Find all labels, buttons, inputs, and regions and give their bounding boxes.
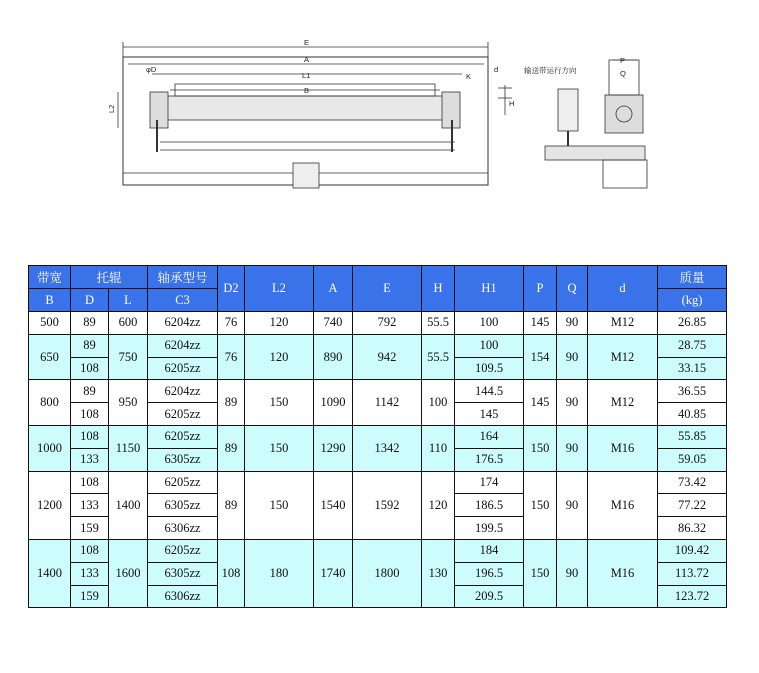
header-belt-width: 带宽 — [29, 266, 71, 289]
cell-mass: 26.85 — [658, 312, 727, 335]
cell-roller-l: 600 — [109, 312, 148, 335]
dim-label-h: H — [509, 99, 515, 108]
cell-d: M16 — [588, 425, 658, 471]
cell-q: 90 — [557, 425, 588, 471]
spec-table — [28, 265, 727, 608]
cell-roller-l: 1150 — [109, 425, 148, 471]
table-row — [29, 334, 727, 357]
cell-roller-d: 89 — [71, 380, 109, 403]
cell-bearing: 6205zz — [148, 403, 218, 426]
cell-h1: 100 — [455, 334, 524, 357]
cell-roller-d: 108 — [71, 357, 109, 380]
cell-d: M16 — [588, 539, 658, 607]
spec-table-body — [29, 312, 727, 608]
cell-e: 1800 — [353, 539, 422, 607]
cell-belt-width: 650 — [29, 334, 71, 380]
cell-p: 154 — [524, 334, 557, 380]
dim-label-p: P — [620, 56, 626, 65]
cell-bearing: 6305zz — [148, 562, 218, 585]
cell-bearing: 6305zz — [148, 448, 218, 471]
cell-roller-d: 89 — [71, 334, 109, 357]
cell-h1: 196.5 — [455, 562, 524, 585]
cell-roller-l: 750 — [109, 334, 148, 380]
header-a: A — [314, 266, 353, 312]
cell-bearing: 6306zz — [148, 517, 218, 540]
cell-belt-width: 1000 — [29, 425, 71, 471]
cell-p: 145 — [524, 312, 557, 335]
dim-label-phi-d: φD — [146, 65, 157, 74]
table-row — [29, 539, 727, 562]
cell-e: 792 — [353, 312, 422, 335]
cell-l2: 150 — [245, 380, 314, 426]
cell-p: 150 — [524, 471, 557, 539]
cell-h: 100 — [422, 380, 455, 426]
dim-label-e: E — [304, 38, 310, 47]
cell-a: 740 — [314, 312, 353, 335]
cell-d2: 108 — [218, 539, 245, 607]
header-l2: L2 — [245, 266, 314, 312]
cell-h1: 199.5 — [455, 517, 524, 540]
cell-bearing: 6306zz — [148, 585, 218, 608]
cell-roller-d: 108 — [71, 403, 109, 426]
dim-label-l1: L1 — [302, 71, 311, 80]
header-belt-width-sym: B — [29, 289, 71, 312]
cell-q: 90 — [557, 334, 588, 380]
cell-belt-width: 1400 — [29, 539, 71, 607]
cell-a: 1740 — [314, 539, 353, 607]
header-roller-l: L — [109, 289, 148, 312]
cell-d2: 76 — [218, 312, 245, 335]
header-d: d — [588, 266, 658, 312]
cell-mass: 109.42 — [658, 539, 727, 562]
cell-l2: 150 — [245, 425, 314, 471]
header-roller-d: D — [71, 289, 109, 312]
dim-label-l2: L2 — [107, 104, 116, 113]
cell-mass: 36.55 — [658, 380, 727, 403]
cell-d: M12 — [588, 312, 658, 335]
dim-label-d: d — [494, 65, 499, 74]
cell-mass: 86.32 — [658, 517, 727, 540]
cell-h1: 144.5 — [455, 380, 524, 403]
header-bearing-sym: C3 — [148, 289, 218, 312]
cell-mass: 113.72 — [658, 562, 727, 585]
cell-mass: 33.15 — [658, 357, 727, 380]
cell-bearing: 6205zz — [148, 357, 218, 380]
cell-p: 145 — [524, 380, 557, 426]
cell-p: 150 — [524, 539, 557, 607]
cell-d2: 76 — [218, 334, 245, 380]
cell-h1: 176.5 — [455, 448, 524, 471]
cell-e: 1592 — [353, 471, 422, 539]
cell-q: 90 — [557, 380, 588, 426]
cell-bearing: 6305zz — [148, 494, 218, 517]
cell-e: 942 — [353, 334, 422, 380]
cell-roller-l: 1400 — [109, 471, 148, 539]
cell-h1: 209.5 — [455, 585, 524, 608]
cell-h1: 184 — [455, 539, 524, 562]
technical-drawing — [0, 0, 759, 230]
cell-h: 55.5 — [422, 312, 455, 335]
cell-p: 150 — [524, 425, 557, 471]
cell-a: 1540 — [314, 471, 353, 539]
dim-label-b: B — [304, 86, 310, 95]
cell-bearing: 6205zz — [148, 539, 218, 562]
cell-belt-width: 800 — [29, 380, 71, 426]
cell-e: 1142 — [353, 380, 422, 426]
cell-roller-d: 108 — [71, 425, 109, 448]
cell-mass: 73.42 — [658, 471, 727, 494]
header-h: H — [422, 266, 455, 312]
cell-l2: 150 — [245, 471, 314, 539]
cell-bearing: 6204zz — [148, 312, 218, 335]
header-h1: H1 — [455, 266, 524, 312]
header-e: E — [353, 266, 422, 312]
cell-roller-l: 1600 — [109, 539, 148, 607]
cell-h: 55.5 — [422, 334, 455, 380]
header-d2: D2 — [218, 266, 245, 312]
header-q: Q — [557, 266, 588, 312]
cell-q: 90 — [557, 471, 588, 539]
header-bearing: 轴承型号 — [148, 266, 218, 289]
cell-d2: 89 — [218, 471, 245, 539]
cell-h1: 174 — [455, 471, 524, 494]
cell-mass: 40.85 — [658, 403, 727, 426]
cell-h: 110 — [422, 425, 455, 471]
table-row — [29, 380, 727, 403]
cell-h1: 145 — [455, 403, 524, 426]
cell-d: M12 — [588, 380, 658, 426]
cell-mass: 77.22 — [658, 494, 727, 517]
cell-mass: 59.05 — [658, 448, 727, 471]
cell-roller-d: 133 — [71, 562, 109, 585]
cell-roller-d: 108 — [71, 539, 109, 562]
cell-h1: 186.5 — [455, 494, 524, 517]
cell-l2: 120 — [245, 334, 314, 380]
cell-l2: 120 — [245, 312, 314, 335]
cell-mass: 55.85 — [658, 425, 727, 448]
cell-roller-d: 108 — [71, 471, 109, 494]
dim-label-k: K — [466, 72, 472, 81]
cell-bearing: 6205zz — [148, 471, 218, 494]
table-row — [29, 471, 727, 494]
dim-label-a: A — [304, 55, 310, 64]
header-mass: 质量 — [658, 266, 727, 289]
cell-h1: 164 — [455, 425, 524, 448]
cell-a: 1090 — [314, 380, 353, 426]
cell-q: 90 — [557, 539, 588, 607]
cell-a: 1290 — [314, 425, 353, 471]
table-row — [29, 425, 727, 448]
cell-q: 90 — [557, 312, 588, 335]
cell-roller-l: 950 — [109, 380, 148, 426]
cell-roller-d: 133 — [71, 448, 109, 471]
cell-mass: 28.75 — [658, 334, 727, 357]
cell-h1: 109.5 — [455, 357, 524, 380]
cell-h: 130 — [422, 539, 455, 607]
dim-label-q: Q — [620, 69, 626, 78]
header-p: P — [524, 266, 557, 312]
cell-roller-d: 89 — [71, 312, 109, 335]
cell-h1: 100 — [455, 312, 524, 335]
cell-h: 120 — [422, 471, 455, 539]
cell-bearing: 6205zz — [148, 425, 218, 448]
direction-label: 输送带运行方向 — [524, 66, 577, 75]
header-mass-unit: (kg) — [658, 289, 727, 312]
table-row — [29, 312, 727, 335]
cell-d: M12 — [588, 334, 658, 380]
cell-l2: 180 — [245, 539, 314, 607]
cell-d2: 89 — [218, 380, 245, 426]
cell-belt-width: 1200 — [29, 471, 71, 539]
cell-roller-d: 133 — [71, 494, 109, 517]
cell-a: 890 — [314, 334, 353, 380]
cell-belt-width: 500 — [29, 312, 71, 335]
cell-d: M16 — [588, 471, 658, 539]
cell-d2: 89 — [218, 425, 245, 471]
cell-bearing: 6204zz — [148, 380, 218, 403]
cell-bearing: 6204zz — [148, 334, 218, 357]
cell-mass: 123.72 — [658, 585, 727, 608]
header-roller: 托辊 — [71, 266, 148, 289]
cell-roller-d: 159 — [71, 585, 109, 608]
cell-roller-d: 159 — [71, 517, 109, 540]
cell-e: 1342 — [353, 425, 422, 471]
